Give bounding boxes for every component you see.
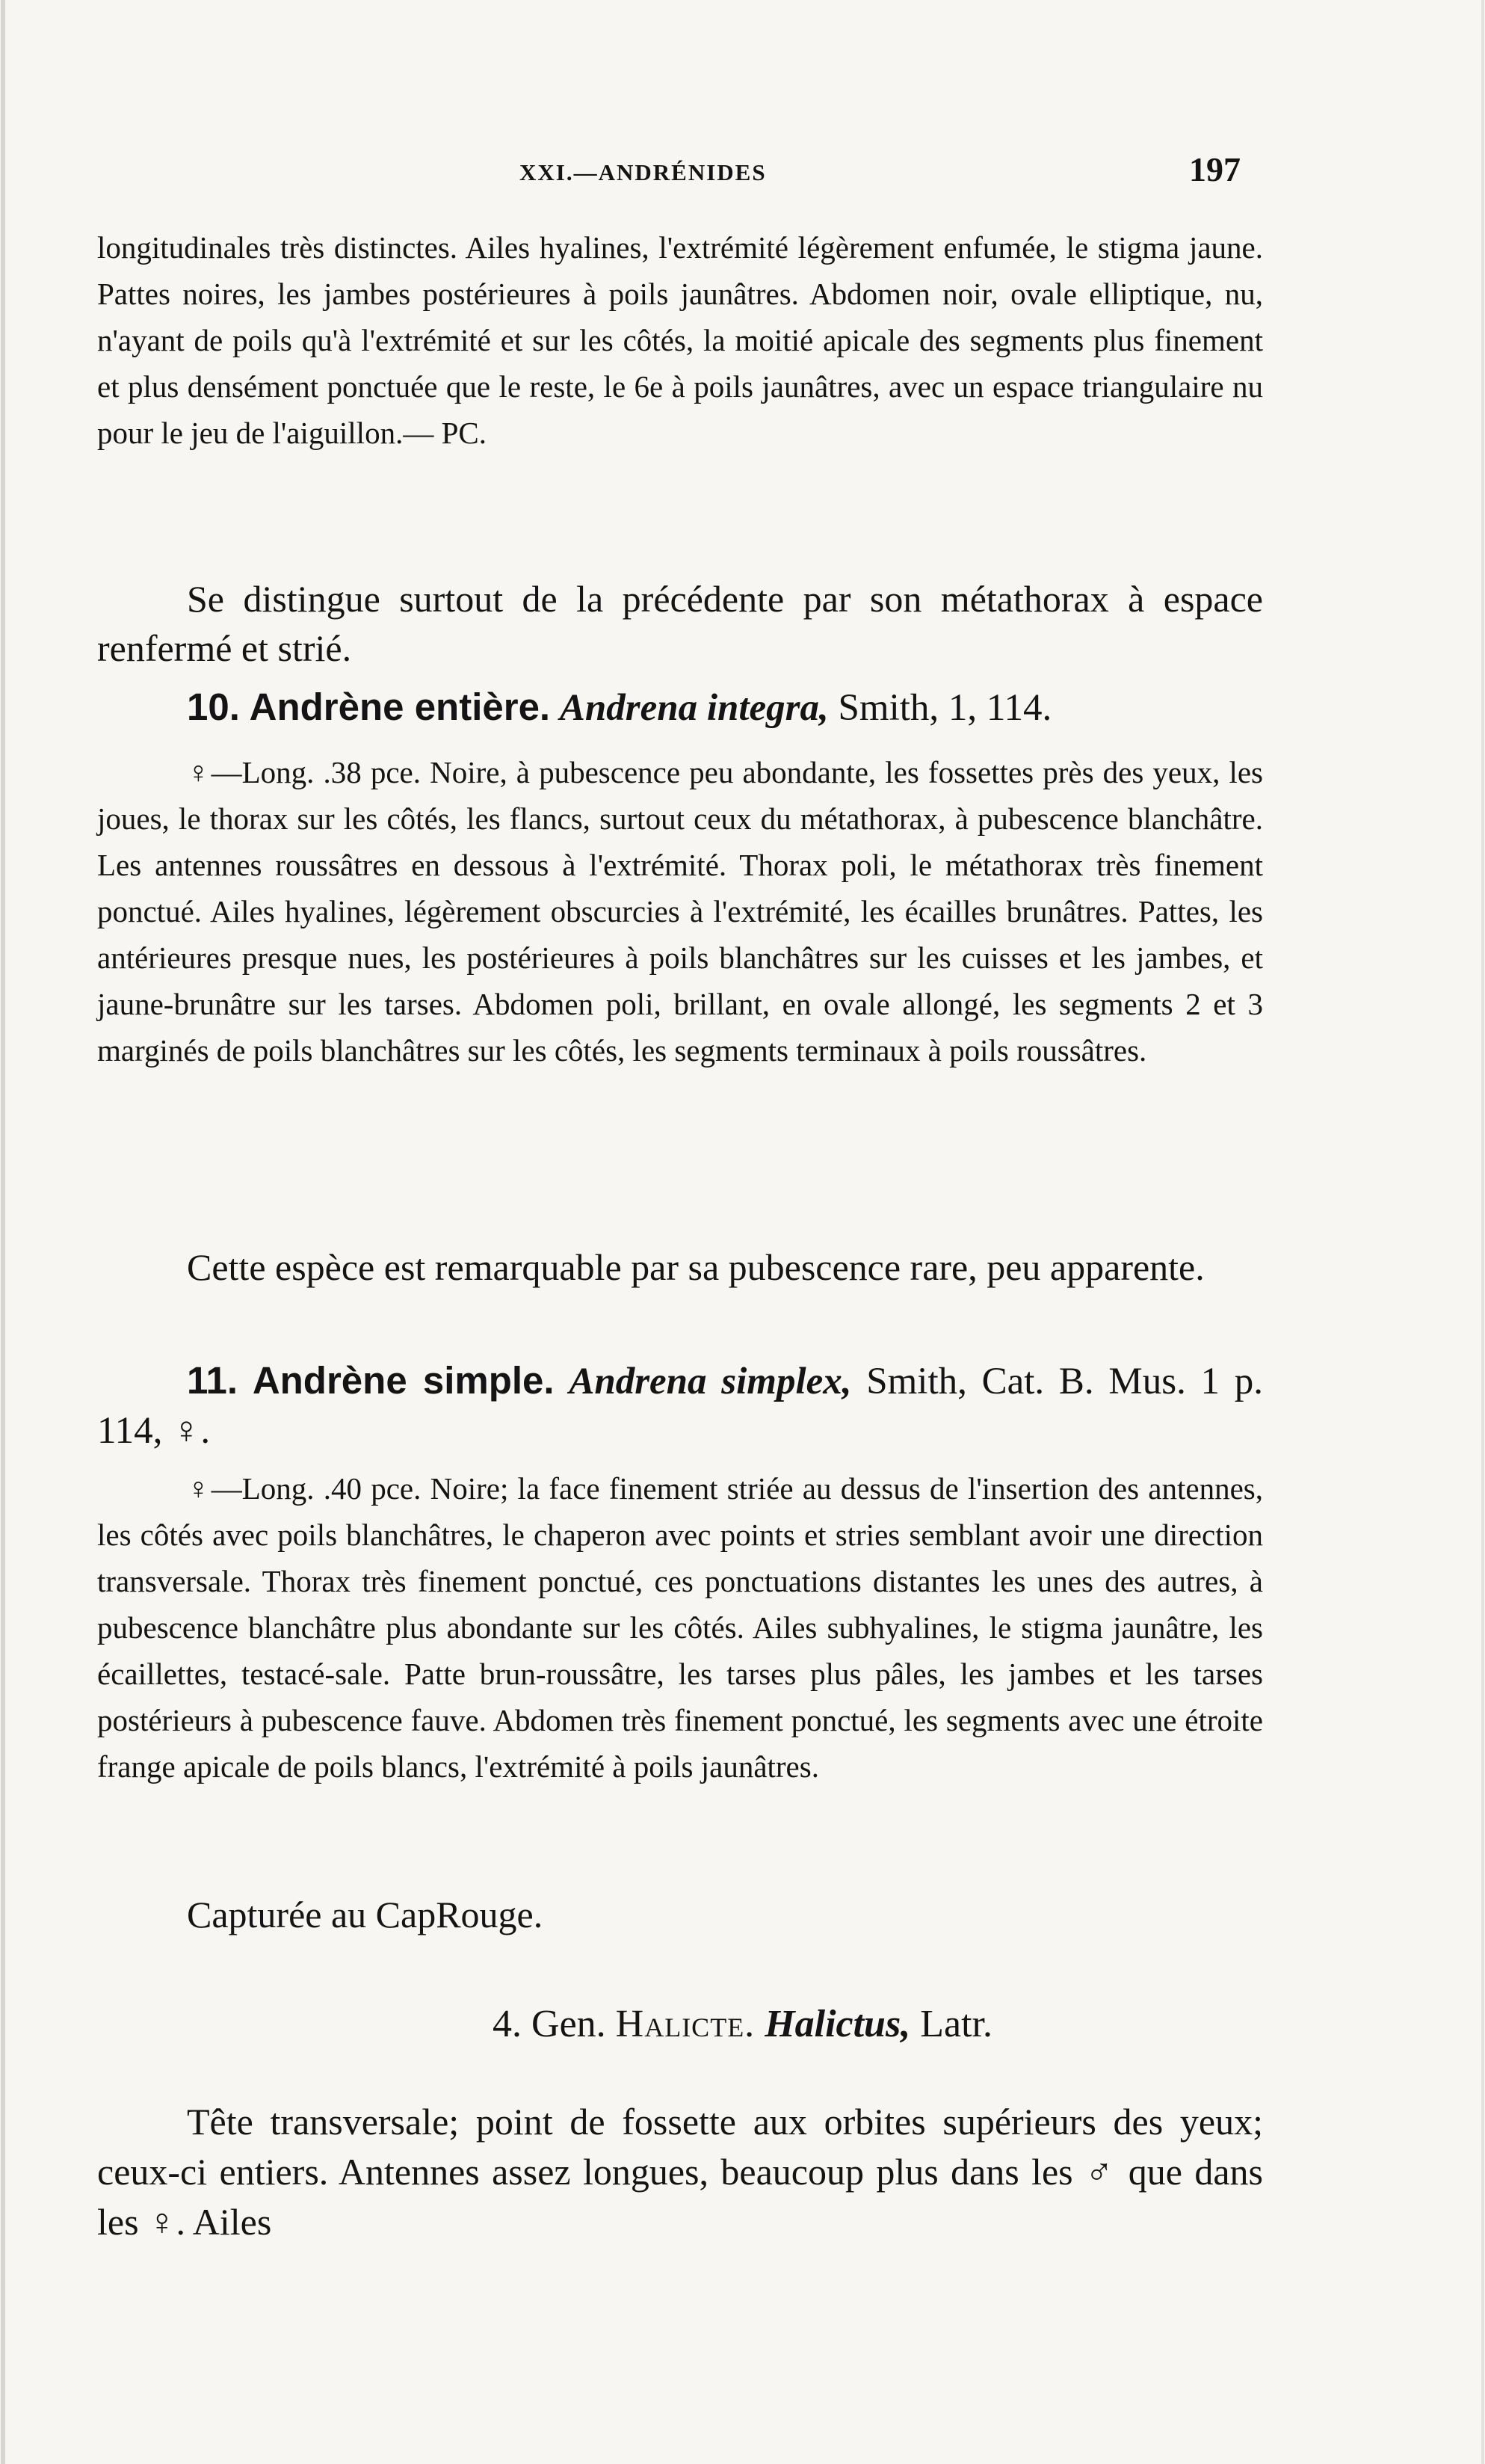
species-heading-11 — [97, 1356, 1263, 1456]
species-number: 11. — [187, 1359, 238, 1402]
paragraph-species-10-remark: Cette espèce est remarquable par sa pubescence rare, peu apparente. — [187, 1246, 1205, 1288]
species-authority: Smith, 1, 114. — [838, 687, 1052, 729]
species-number: 10. — [187, 686, 240, 728]
genus-label: Gen. — [531, 2003, 606, 2045]
species-heading-10 — [97, 685, 1263, 730]
paragraph-genus-description: Tête transversale; point de fossette aux orbites supérieurs des yeux; ceux-ci entiers. Antennes assez longues, beaucoup plus dans les ♂ que dans les ♀. Ailes — [97, 2101, 1263, 2243]
page-header — [97, 146, 1263, 198]
paragraph-species-10-description: ♀—Long. .38 pce. Noire, à pubescence peu abondante, les fossettes près des yeux, les joues, le thorax sur les côtés, les flancs, surtout ceux du métathorax, à pubescence blanchâtre. Les antennes roussâtres en dessous à l'extrémité. Thorax poli, le métathorax très finement ponctué. Ailes hyalines, légèrement obscurcies à l'extrémité, les écailles brunâtres. Pattes, les antérieures presque nues, les postérieures à poils blanchâtres sur les cuisses et les jambes, et jaune-brunâtre sur les tarses. Abdomen poli, brillant, en ovale allongé, les segments 2 et 3 marginés de poils blanchâtres sur les côtés, les segments terminaux à poils roussâtres. — [97, 755, 1263, 1068]
genus-latin-name: Halictus, — [765, 2003, 911, 2045]
genus-heading — [0, 2002, 1485, 2046]
species-common-name: Andrène entière. — [249, 686, 551, 728]
paragraph-capture-note: Capturée au CapRouge. — [187, 1894, 543, 1935]
genus-authority: Latr. — [920, 2003, 992, 2045]
running-head: XXI.—ANDRÉNIDES — [519, 159, 767, 185]
page-number: 197 — [1189, 150, 1241, 188]
paragraph-species-11-description: ♀—Long. .40 pce. Noire; la face finement striée au dessus de l'insertion des antennes, les côtés avec poils blanchâtres, le chaperon avec points et stries semblant avoir une direction transversale. Thorax très finement ponctué, ces ponctuations distantes les unes des autres, à pubescence blanchâtre plus abondante sur les côtés. Ailes subhyalines, le stigma jaunâtre, les écaillettes, testacé-sale. Patte brun-roussâtre, les tarses plus pâles, les jambes et les tarses postérieurs à pubescence fauve. Abdomen très finement ponctué, les segments avec une étroite frange apicale de poils blancs, l'extrémité à poils jaunâtres. — [97, 1471, 1263, 1784]
paragraph-description-end: longitudinales très distinctes. Ailes hyalines, l'extrémité légèrement enfumée, le stigma jaune. Pattes noires, les jambes postérieures à poils jaunâtres. Abdomen noir, ovale elliptique, nu, n'ayant de poils qu'à l'extrémité et sur les côtés, la moitié apicale des segments plus finement et plus densément ponctuée que le reste, le 6e à poils jaunâtres, avec un espace triangulaire nu pour le jeu de l'aiguillon.— PC. — [97, 230, 1263, 450]
species-common-name: Andrène simple. — [252, 1359, 555, 1402]
genus-name: Halicte. — [615, 2003, 756, 2045]
species-latin-name: Andrena integra, — [559, 687, 829, 729]
genus-number: 4. — [493, 2003, 522, 2045]
species-latin-name: Andrena simplex, — [569, 1361, 852, 1402]
species-authority: Smith, Cat. B. Mus. 1 p. 114, ♀. — [97, 1361, 1264, 1452]
paragraph-distinction: Se distingue surtout de la précédente par son métathorax à espace renfermé et strié. — [97, 578, 1263, 669]
